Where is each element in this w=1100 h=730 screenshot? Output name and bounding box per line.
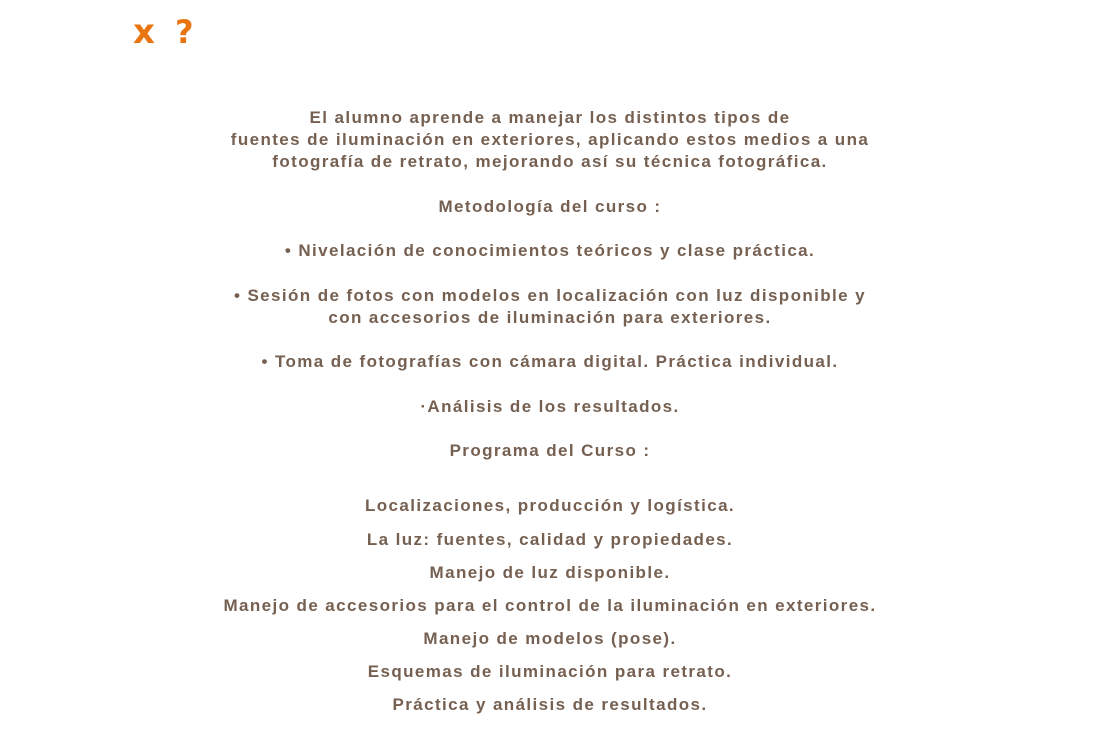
methodology-item: con accesorios de iluminación para exteriores.: [328, 308, 772, 327]
program-item: Manejo de accesorios para el control de la iluminación en exteriores.: [223, 596, 877, 615]
program-item: Esquemas de iluminación para retrato.: [367, 662, 733, 681]
intro-line: fotografía de retrato, mejorando así su técnica fotográfica.: [272, 152, 828, 171]
methodology-item: • Sesión de fotos con modelos en localización con luz disponible y: [233, 286, 867, 305]
methodology-item: • Nivelación de conocimientos teóricos y clase práctica.: [284, 241, 816, 260]
program-heading: Programa del Curso :: [449, 441, 651, 460]
methodology-item: ·Análisis de los resultados.: [420, 397, 680, 416]
methodology-item: • Toma de fotografías con cámara digital. Práctica individual.: [261, 352, 839, 371]
help-icon[interactable]: ?: [175, 13, 194, 51]
program-item: Localizaciones, producción y logística.: [364, 496, 736, 515]
intro-line: fuentes de iluminación en exteriores, aplicando estos medios a una: [230, 130, 870, 149]
program-item: Práctica y análisis de resultados.: [392, 695, 708, 714]
methodology-heading: Metodología del curso :: [438, 197, 662, 216]
program-item: Manejo de luz disponible.: [429, 563, 671, 582]
program-item: La luz: fuentes, calidad y propiedades.: [366, 530, 734, 549]
close-icon[interactable]: x: [133, 12, 155, 52]
intro-line: El alumno aprende a manejar los distintos tipos de: [309, 108, 791, 127]
program-item: Manejo de modelos (pose).: [423, 629, 677, 648]
